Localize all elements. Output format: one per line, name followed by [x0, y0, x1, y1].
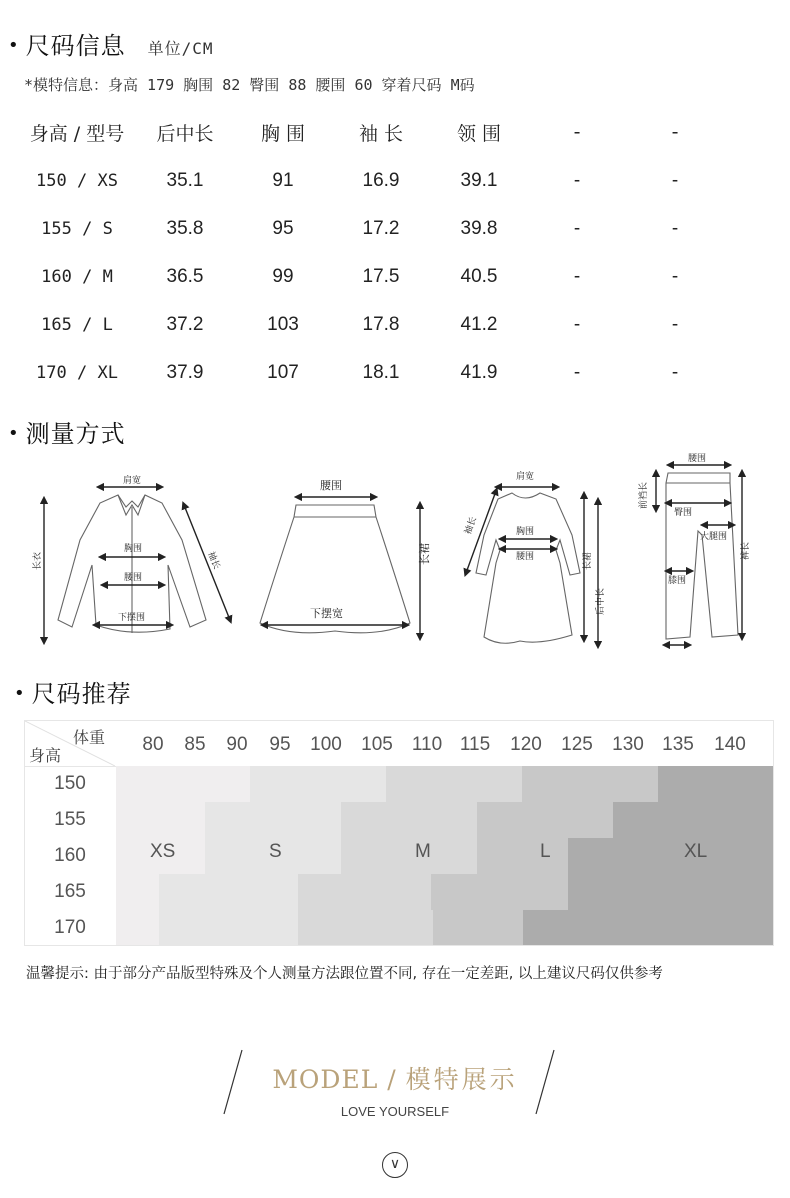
table-cell: 41.2 — [460, 314, 498, 335]
size-zone-l — [477, 802, 613, 838]
table-cell: 36.5 — [166, 266, 204, 287]
recommend-title: 尺码推荐 — [31, 680, 132, 708]
table-cell: 150 / XS — [36, 171, 118, 191]
pants-knee-label: 膝围 — [668, 576, 687, 586]
table-cell: - — [573, 266, 581, 287]
model-title-cn: 模特展示 — [405, 1065, 518, 1094]
size-label-s: S — [269, 841, 282, 862]
table-cell: 40.5 — [460, 266, 498, 287]
header-chest: 胸 围 — [260, 122, 306, 145]
table-cell: - — [573, 218, 581, 239]
height-label: 身高 — [29, 746, 62, 765]
table-cell: - — [573, 362, 581, 383]
unit-label: 单位/CM — [147, 39, 214, 58]
table-cell: 17.2 — [362, 218, 400, 239]
skirt-length-label: 长裙 — [418, 543, 431, 565]
recommend-heading — [14, 674, 132, 709]
header-collar: 领 围 — [456, 122, 502, 145]
height-value: 150 — [54, 773, 86, 794]
table-cell: - — [671, 218, 679, 239]
dress-chest-label: 胸围 — [516, 527, 535, 537]
size-table — [18, 107, 724, 397]
header-sleeve: 袖 长 — [358, 122, 404, 145]
table-cell: 165 / L — [41, 315, 113, 335]
size-zone-m — [298, 910, 433, 945]
size-zone-l — [433, 910, 523, 945]
weight-value: 110 — [411, 734, 443, 755]
skirt-diagram — [260, 479, 431, 637]
weight-value: 90 — [226, 734, 248, 755]
header-empty-2: - — [671, 121, 679, 143]
table-cell: 37.2 — [166, 314, 204, 335]
table-cell: 107 — [267, 362, 299, 383]
table-cell: 17.8 — [362, 314, 400, 335]
table-cell: 99 — [272, 266, 294, 287]
tip-text: 温馨提示: 由于部分产品版型特殊及个人测量方法跟位置不同, 存在一定差距, 以上建议尺码仅供参考 — [26, 966, 663, 982]
pants-rise-label: 前裆长 — [639, 481, 649, 509]
recommend-table — [24, 720, 774, 946]
shirt-chest-label: 胸围 — [124, 544, 143, 554]
measure-title: 测量方式 — [25, 420, 126, 448]
dress-outline — [476, 493, 580, 643]
table-cell: 16.9 — [362, 170, 400, 191]
weight-value: 105 — [361, 734, 393, 755]
table-row — [18, 157, 724, 205]
size-zone-l — [522, 766, 658, 802]
weight-value: 120 — [510, 734, 542, 755]
size-zone-s — [250, 766, 386, 802]
size-zone-xl — [658, 766, 773, 802]
table-cell: 37.9 — [166, 362, 204, 383]
size-zone-xs — [116, 874, 159, 910]
size-info-heading — [8, 26, 214, 61]
size-label-m: M — [415, 841, 431, 862]
table-cell: 160 / M — [41, 267, 113, 287]
size-zone-s — [159, 874, 298, 910]
pants-diagram — [637, 453, 751, 645]
weight-value: 95 — [269, 734, 291, 755]
shirt-length-label: 长衣 — [33, 551, 43, 570]
shirt-hem-label: 下摆围 — [118, 613, 146, 623]
model-banner-subtitle: LOVE YOURSELF — [340, 1104, 450, 1119]
table-cell: - — [573, 170, 581, 191]
table-row — [18, 301, 724, 349]
pants-outline — [666, 473, 738, 639]
size-zone-xl — [523, 910, 773, 945]
table-cell: 170 / XL — [36, 363, 118, 383]
weight-value: 85 — [184, 734, 206, 755]
weight-value: 130 — [612, 734, 644, 755]
size-zone-m — [298, 874, 431, 910]
measure-diagrams — [0, 445, 790, 660]
scroll-down-button[interactable] — [382, 1152, 408, 1178]
pants-hip-label: 臀围 — [674, 508, 693, 518]
size-zone-l — [431, 874, 568, 910]
table-cell: - — [671, 362, 679, 383]
shirt-shoulder-label: 肩宽 — [123, 476, 142, 486]
bullet-dot: • — [8, 423, 20, 444]
shirt-waist-label: 腰围 — [124, 573, 143, 583]
table-cell: 39.8 — [460, 218, 498, 239]
table-cell: 103 — [267, 314, 299, 335]
bullet-dot: • — [14, 683, 26, 704]
dress-length-label: 长裙 — [583, 551, 593, 570]
size-label-xs: XS — [150, 841, 176, 862]
table-cell: 39.1 — [460, 170, 498, 191]
table-row — [18, 349, 724, 397]
skirt-hem-label: 下摆宽 — [310, 607, 343, 620]
table-cell: 155 / S — [41, 219, 113, 239]
size-zone-m — [386, 766, 522, 802]
header-empty-1: - — [573, 121, 581, 143]
table-cell: 17.5 — [362, 266, 400, 287]
pants-length-label: 裤长 — [741, 541, 751, 560]
table-cell: 35.1 — [166, 170, 204, 191]
weight-label: 体重 — [73, 728, 106, 747]
weight-value: 115 — [459, 734, 491, 755]
size-label-l: L — [540, 841, 551, 862]
weight-value: 125 — [561, 734, 593, 755]
weight-value: 140 — [714, 734, 746, 755]
chevron-down-icon: ∨ — [389, 1156, 401, 1172]
weight-value: 135 — [662, 734, 694, 755]
table-cell: 95 — [272, 218, 294, 239]
size-label-xl: XL — [684, 841, 708, 862]
size-zone-xs — [116, 766, 250, 802]
model-banner-title — [0, 1060, 790, 1096]
table-cell: - — [573, 314, 581, 335]
dress-sleeve-label: 袖长 — [463, 515, 479, 537]
table-row — [18, 253, 724, 301]
size-info-title: 尺码信息 — [25, 32, 126, 60]
table-row — [18, 205, 724, 253]
size-table-header — [18, 107, 724, 157]
header-height-size: 身高 / 型号 — [29, 122, 125, 145]
height-value: 160 — [54, 845, 86, 866]
bullet-dot: • — [8, 35, 20, 56]
table-cell: 18.1 — [362, 362, 400, 383]
size-zone-m — [341, 838, 477, 874]
model-info: *模特信息：身高 179 胸围 82 臀围 88 腰围 60 穿着尺码 M码 — [24, 76, 475, 94]
table-cell: - — [671, 314, 679, 335]
model-title-slash: / — [387, 1065, 397, 1094]
table-cell: 35.8 — [166, 218, 204, 239]
header-back-length: 后中长 — [156, 122, 214, 145]
dress-back-length-label: 后中长 — [596, 587, 606, 615]
height-value: 170 — [54, 917, 86, 938]
size-zone-l — [477, 838, 568, 874]
model-title-en: MODEL — [272, 1065, 379, 1094]
size-grid — [116, 766, 773, 945]
recommend-header — [25, 721, 773, 767]
size-zone-s — [159, 910, 298, 945]
size-zone-s — [205, 802, 341, 838]
dress-diagram — [462, 470, 606, 645]
weight-value: 100 — [310, 734, 342, 755]
table-cell: 41.9 — [460, 362, 498, 383]
skirt-waist-label: 腰围 — [320, 479, 342, 492]
model-banner — [0, 1060, 790, 1119]
height-value: 155 — [54, 809, 86, 830]
size-zone-xl — [568, 838, 773, 874]
size-zone-xl — [568, 874, 773, 910]
table-cell: - — [671, 170, 679, 191]
shirt-diagram — [31, 474, 230, 641]
pants-waist-label: 腰围 — [688, 454, 707, 464]
table-cell: - — [671, 266, 679, 287]
pants-thigh-label: 大腿围 — [700, 532, 728, 542]
height-value: 165 — [54, 881, 86, 902]
size-zone-xs — [116, 910, 159, 945]
size-zone-xs — [116, 802, 205, 838]
size-zone-m — [341, 802, 477, 838]
shirt-sleeve-label: 袖长 — [205, 550, 222, 571]
table-cell: 91 — [272, 170, 294, 191]
dress-shoulder-label: 肩宽 — [516, 472, 535, 482]
weight-value: 80 — [142, 734, 164, 755]
dress-waist-label: 腰围 — [516, 552, 535, 562]
size-zone-xl — [613, 802, 773, 838]
measure-heading — [8, 414, 126, 449]
